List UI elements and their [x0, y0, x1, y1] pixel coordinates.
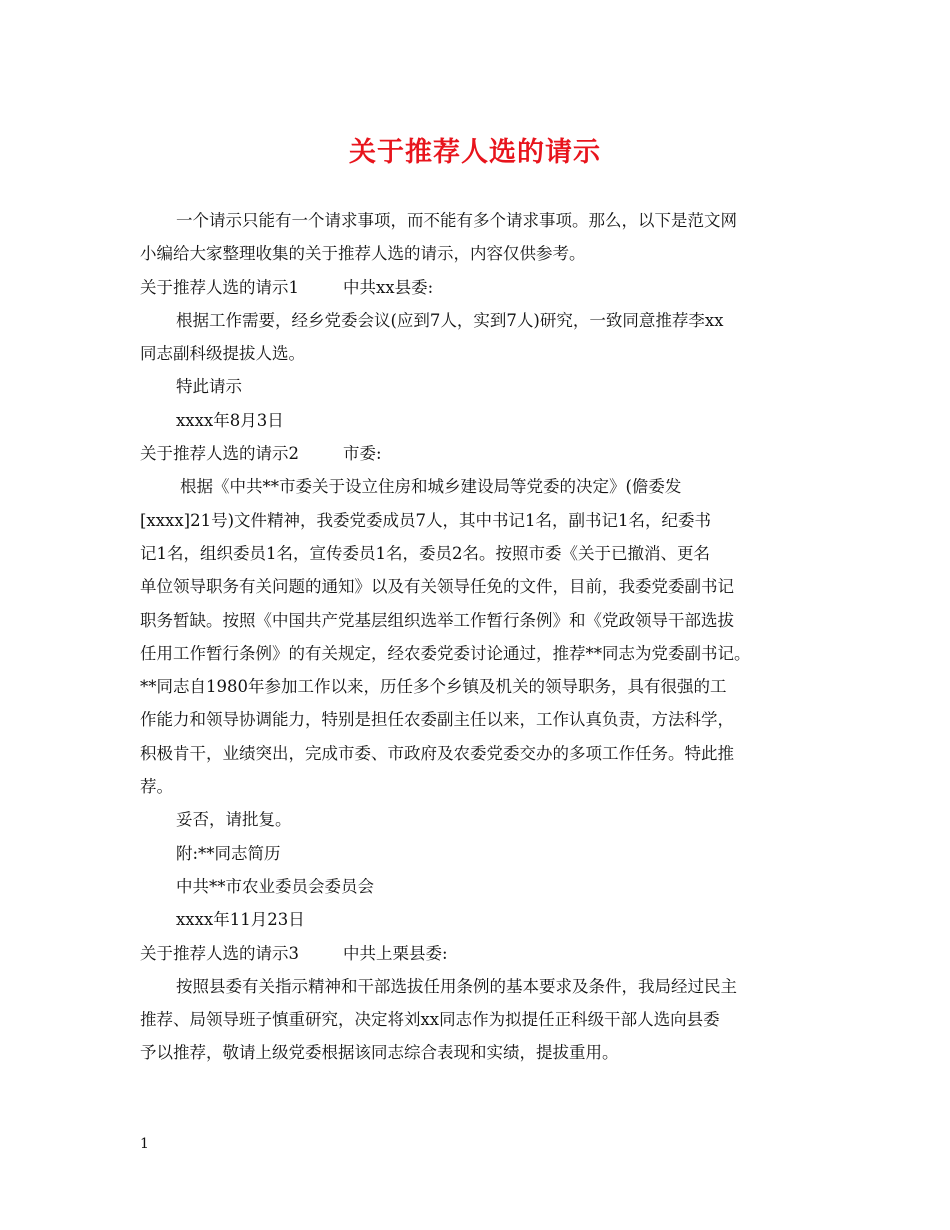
recipient-text: 中共xx县委:	[343, 277, 434, 297]
paragraph-line: 同志副科级提拔人选。	[140, 344, 305, 364]
document-title: 关于推荐人选的请示	[349, 137, 601, 168]
paragraph-line: **同志自1980年参加工作以来，历任多个乡镇及机关的领导职务，具有很强的工	[140, 677, 727, 697]
paragraph-line: 作能力和领导协调能力，特别是担任农委副主任以来，工作认真负责，方法科学，	[140, 710, 734, 730]
section-heading-text: 关于推荐人选的请示3	[140, 943, 299, 963]
signature-line: 中共**市农业委员会委员会	[176, 876, 374, 896]
intro-line: 小编给大家整理收集的关于推荐人选的请示，内容仅供参考。	[140, 244, 586, 264]
section-heading-3	[140, 937, 825, 970]
recipient-text: 市委:	[343, 444, 382, 464]
paragraph-line: 单位领导职务有关问题的通知》以及有关领导任免的文件，目前，我委党委副书记	[140, 577, 734, 597]
paragraph-line: 按照县委有关指示精神和干部选拔任用条例的基本要求及条件，我局经过民主	[176, 976, 737, 996]
paragraph-line: 荐。	[140, 777, 173, 797]
paragraph-line: 推荐、局领导班子慎重研究，决定将刘xx同志作为拟提任正科级干部人选向县委	[140, 1010, 720, 1030]
section-heading-1	[140, 271, 825, 304]
closing-line: 特此请示	[176, 377, 242, 397]
page-number: 1	[140, 1136, 149, 1152]
paragraph-line: 任用工作暂行条例》的有关规定，经农委党委讨论通过，推荐**同志为党委副书记。	[140, 643, 751, 663]
paragraph-line: 职务暂缺。按照《中国共产党基层组织选举工作暂行条例》和《党政领导干部选拔	[140, 610, 734, 630]
document-body	[140, 204, 825, 1070]
paragraph-line: 根据《中共**市委关于设立住房和城乡建设局等党委的决定》(儋委发	[180, 477, 682, 497]
section-heading-text: 关于推荐人选的请示1	[140, 277, 299, 297]
recipient-text: 中共上栗县委:	[343, 943, 448, 963]
date-line: xxxx年11月23日	[176, 910, 305, 930]
attachment-line: 附:**同志简历	[176, 843, 281, 863]
intro-line: 一个请示只能有一个请求事项，而不能有多个请求事项。那么，以下是范文网	[176, 211, 737, 230]
section-heading-2	[140, 437, 825, 470]
section-heading-text: 关于推荐人选的请示2	[140, 444, 299, 464]
paragraph-line: [xxxx]21号)文件精神，我委党委成员7人，其中书记1名，副书记1名，纪委书	[140, 510, 712, 530]
paragraph-line: 予以推荐，敬请上级党委根据该同志综合表现和实绩，提拔重用。	[140, 1043, 619, 1063]
paragraph-line: 根据工作需要，经乡党委会议(应到7人，实到7人)研究，一致同意推荐李xx	[176, 310, 724, 330]
paragraph-line: 积极肯干，业绩突出，完成市委、市政府及农委党委交办的多项工作任务。特此推	[140, 743, 734, 763]
paragraph-line: 记1名，组织委员1名，宣传委员1名，委员2名。按照市委《关于已撤消、更名	[140, 543, 710, 563]
closing-line: 妥否，请批复。	[176, 810, 292, 830]
date-line: xxxx年8月3日	[176, 410, 284, 430]
